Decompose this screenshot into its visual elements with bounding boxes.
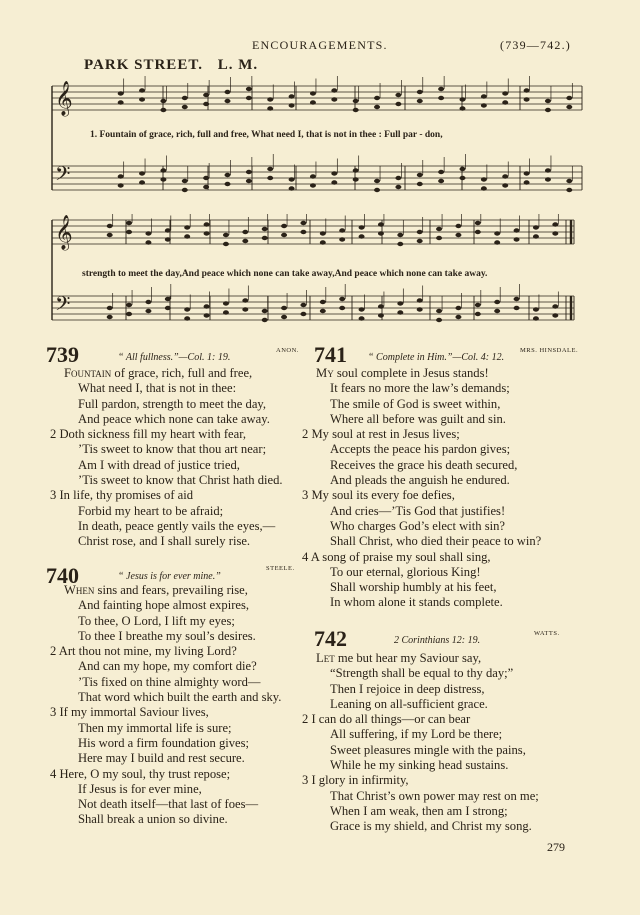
verse-line: Am I with dread of justice tried, [78,457,240,472]
verse-line: Shall worship humbly at his feet, [330,580,497,595]
notehead [182,105,188,109]
notehead [203,93,209,97]
notehead [118,174,124,178]
notehead [300,230,306,234]
notehead [246,170,252,174]
notehead [566,96,572,100]
notehead [552,231,558,235]
notehead [145,240,151,244]
notehead [184,225,190,229]
notehead [242,230,248,234]
notehead [225,173,231,177]
notehead [545,99,551,103]
notehead [242,298,248,302]
line-remainder: me but hear my Saviour say, [334,651,482,665]
notehead [566,179,572,183]
notehead [545,108,551,112]
verse-line [316,651,539,666]
notehead [203,185,209,189]
notehead [533,225,539,229]
section-title: ENCOURAGEMENTS. [252,38,388,52]
notehead [378,222,384,226]
notehead [475,312,481,316]
notehead [139,97,145,101]
hymn-reference: “ All fullness.”—Col. 1: 19. [118,352,231,363]
hymn-number: 742 [314,626,347,651]
notehead [225,182,231,186]
notehead [262,236,268,240]
notehead [481,177,487,181]
notehead [397,301,403,305]
notehead [203,176,209,180]
notehead [225,99,231,103]
verse-line: Then my immortal life is sure; [78,720,232,735]
notehead [331,180,337,184]
hymn-739 [46,342,79,368]
notehead [524,180,530,184]
verse-line: 2 My soul at rest in Jesus lives; [302,427,460,442]
notehead [533,234,539,238]
notehead [455,233,461,237]
notehead [281,315,287,319]
verse-line: Forbid my heart to be afraid; [78,503,224,518]
notehead [436,309,442,313]
notehead [397,233,403,237]
line-remainder: sins and fears, prevailing rise, [94,583,248,597]
first-word: My [316,366,334,380]
verse-line: Here may I build and rest secure. [78,751,245,766]
verse-line: Not death itself—that last of foes— [78,797,259,812]
hymn-text-740 [50,583,282,828]
notehead [417,230,423,234]
notehead [107,315,113,319]
notehead [331,88,337,92]
notehead [438,87,444,91]
line-remainder: of grace, rich, full and free, [111,366,253,380]
notehead [281,224,287,228]
hymn-author: WATTS. [534,630,560,637]
notehead [320,300,326,304]
notehead [494,300,500,304]
hymn-number: 739 [46,342,79,367]
notehead [242,307,248,311]
notehead [475,221,481,225]
verse-line: In death, peace gently vails the eyes,— [78,518,276,533]
notehead [552,222,558,226]
verse-line: 3 I glory in infirmity, [302,773,409,788]
notehead [395,176,401,180]
notehead [165,306,171,310]
notehead [223,233,229,237]
notehead [359,316,365,320]
verse-line: Where all before was guilt and sin. [330,411,506,426]
notehead [533,307,539,311]
notehead [267,167,273,171]
notehead [533,316,539,320]
notehead [359,225,365,229]
verse-line: ’Tis sweet to know that thou art near; [78,442,267,457]
notehead [455,306,461,310]
notehead [566,188,572,192]
notehead [417,307,423,311]
notehead [267,97,273,101]
verse-line: The smile of God is sweet within, [330,396,501,411]
notehead [417,173,423,177]
notehead [165,237,171,241]
notehead [126,303,132,307]
notehead [417,182,423,186]
notehead [514,237,520,241]
notehead [246,96,252,100]
notehead [395,93,401,97]
notehead [126,312,132,316]
notehead [246,87,252,91]
verse-line: Leaning on all-sufficient grace. [330,696,488,711]
treble-clef: 𝄞 [55,81,73,116]
hymn-range: (739—742.) [500,38,571,52]
notehead [300,303,306,307]
notehead [552,304,558,308]
notehead [118,183,124,187]
hymn-author: MRS. HINSDALE. [520,347,579,354]
notehead [514,228,520,232]
lyric-line-2: strength to meet the day,And peace which none can take away,And peace which none can take away. [82,269,488,279]
verse-line: Grace is my shield, and Christ my song. [330,819,532,834]
notehead [289,177,295,181]
tune-meter: L. M. [217,57,259,73]
notehead [300,312,306,316]
verse-line: Full pardon, strength to meet the day, [78,396,267,411]
notehead [455,315,461,319]
notehead [514,306,520,310]
verse-line: 4 Here, O my soul, thy trust repose; [50,766,231,781]
notehead [339,306,345,310]
first-word: When [64,583,95,597]
verse-line: And pleads the anguish he endured. [330,473,510,488]
notehead [353,177,359,181]
hymn-author: STEELE. [266,565,295,572]
notehead [184,234,190,238]
notehead [494,231,500,235]
notehead [395,102,401,106]
tune-title [84,57,258,74]
notehead [242,239,248,243]
notehead [182,179,188,183]
notehead [494,309,500,313]
notehead [160,108,166,112]
verse-line: And fainting hope almost expires, [78,598,250,613]
verse-line: To thee, O Lord, I lift my eyes; [78,613,235,628]
notehead [320,309,326,313]
hymn-reference: 2 Corinthians 12: 19. [394,635,481,646]
notehead [310,91,316,95]
notehead [118,100,124,104]
notehead [262,227,268,231]
verse-line: Receives the grace his death secured, [330,457,518,472]
notehead [353,99,359,103]
notehead [438,170,444,174]
notehead [204,313,210,317]
notehead [281,306,287,310]
notehead [417,99,423,103]
notehead [455,224,461,228]
notehead [545,168,551,172]
notehead [267,176,273,180]
verse-line: 4 A song of praise my soul shall sing, [302,549,491,564]
hymn-reference: “ Jesus is for ever mine.” [118,571,221,582]
notehead [374,105,380,109]
notehead [145,309,151,313]
notehead [184,316,190,320]
verse-line: Who charges God’s elect with sin? [330,518,505,533]
notehead [552,313,558,317]
notehead [223,242,229,246]
notehead [502,100,508,104]
notehead [300,221,306,225]
bass-clef: 𝄢 [55,162,71,190]
notehead [267,106,273,110]
notehead [223,301,229,305]
notehead [378,304,384,308]
notehead [182,96,188,100]
notehead [374,179,380,183]
notehead [145,300,151,304]
notehead [436,227,442,231]
verse-line: In whom alone it stands complete. [330,595,503,610]
hymn-number: 741 [314,342,347,367]
notehead [204,304,210,308]
notehead [397,242,403,246]
notehead [374,188,380,192]
notehead [438,96,444,100]
notehead [460,106,466,110]
verse-line: And peace which none can take away. [78,411,270,426]
notehead [494,240,500,244]
notehead [223,310,229,314]
notehead [460,97,466,101]
verse-line: While he my sinking head sustains. [330,758,509,773]
notehead [289,186,295,190]
notehead [436,318,442,322]
notehead [524,97,530,101]
notehead [502,174,508,178]
hymn-text-739 [50,366,283,550]
notehead [145,231,151,235]
notehead [353,108,359,112]
notehead [359,234,365,238]
notehead [165,228,171,232]
notehead [475,303,481,307]
verse-line: 2 Art thou not mine, my living Lord? [50,644,237,659]
verse-line: ’Tis sweet to know that Christ hath died. [78,473,283,488]
notehead [107,224,113,228]
notehead [160,168,166,172]
notehead [417,90,423,94]
verse-line: 2 I can do all things—or can bear [302,712,471,727]
verse-line: To thee I breathe my soul’s desires. [78,628,256,643]
verse-line: To our eternal, glorious King! [330,564,481,579]
verse-line: That word which built the earth and sky. [78,690,282,705]
notehead [436,236,442,240]
notehead [310,183,316,187]
notehead [204,222,210,226]
verse-line: 2 Doth sickness fill my heart with fear, [50,427,247,442]
verse-line: “Strength shall be equal to thy day;” [330,666,514,681]
notehead [524,88,530,92]
verse-line [64,366,283,381]
notehead [281,233,287,237]
notehead [475,230,481,234]
verse-line: When I am weak, then am I strong; [330,803,508,818]
notehead [139,88,145,92]
hymn-741 [314,342,347,368]
notehead [481,186,487,190]
notehead [339,237,345,241]
notehead [524,171,530,175]
notehead [289,94,295,98]
notehead [545,177,551,181]
notehead [160,177,166,181]
verse-line: 3 In life, thy promises of aid [50,488,194,503]
notehead [374,96,380,100]
verse-line: And can my hope, my comfort die? [78,659,257,674]
verse-line: ’Tis fixed on thine almighty word— [78,674,261,689]
notehead [359,307,365,311]
notehead [139,171,145,175]
notehead [514,297,520,301]
notehead [262,309,268,313]
notehead [378,313,384,317]
notehead [339,297,345,301]
hymn-number: 740 [46,563,79,588]
notehead [331,97,337,101]
lyric-line-1: 1. Fountain of grace, rich, full and free, What need I, that is not in thee : Full par - don, [90,130,443,140]
verse-line: And cries—’Tis God that justifies! [330,503,506,518]
notehead [107,233,113,237]
notehead [289,103,295,107]
notehead [204,231,210,235]
hymn-reference: “ Complete in Him.”—Col. 4: 12. [368,352,505,363]
notehead [397,310,403,314]
notehead [353,168,359,172]
notehead [165,297,171,301]
notehead [417,298,423,302]
notehead [118,91,124,95]
notehead [460,167,466,171]
hymn-text-741 [302,366,542,611]
tune-name: PARK STREET. [84,57,203,73]
notehead [310,100,316,104]
notehead [566,105,572,109]
verse-line [64,583,281,598]
verse-line: Shall Christ, who died their peace to win? [330,534,542,549]
notehead [481,94,487,98]
verse-line: 3 If my immortal Saviour lives, [50,705,209,720]
notehead [395,185,401,189]
notehead [502,91,508,95]
notehead [481,103,487,107]
verse-line: Accepts the peace his pardon gives; [330,442,511,457]
notehead [225,90,231,94]
verse-line: His word a firm foundation gives; [78,735,250,750]
verse-line: It fears no more the law’s demands; [330,381,510,396]
hymn-author: ANON. [276,347,299,354]
verse-line: All suffering, if my Lord be there; [330,727,503,742]
notehead [160,99,166,103]
notehead [320,231,326,235]
verse-line [316,366,541,381]
notehead [502,183,508,187]
notehead [246,179,252,183]
verse-line: If Jesus is for ever mine, [78,781,202,796]
hymn-742 [314,626,347,652]
verse-line: Sweet pleasures mingle with the pains, [330,742,526,757]
verse-line: What need I, that is not in thee: [78,381,237,396]
first-word: Fountain [64,366,112,380]
hymn-text-742 [302,651,539,835]
notehead [331,171,337,175]
notehead [310,174,316,178]
notehead [203,102,209,106]
bass-clef: 𝄢 [55,292,71,320]
page-number: 279 [547,840,565,854]
notehead [378,231,384,235]
notehead [320,240,326,244]
notehead [417,239,423,243]
notehead [184,307,190,311]
verse-line: 3 My soul its every foe defies, [302,488,455,503]
notehead [126,230,132,234]
notehead [107,306,113,310]
notehead [139,180,145,184]
verse-line: That Christ’s own power may rest on me; [330,788,539,803]
notehead [262,318,268,322]
treble-clef: 𝄞 [55,215,73,250]
verse-line: Shall break a union so divine. [78,812,228,827]
notehead [438,179,444,183]
notehead [339,228,345,232]
verse-line: Then I rejoice in deep distress, [330,681,485,696]
first-word: Let [316,651,335,665]
notehead [126,221,132,225]
notehead [460,176,466,180]
notehead [182,188,188,192]
line-remainder: soul complete in Jesus stands! [333,366,489,380]
verse-line: Christ rose, and I shall surely rise. [78,534,251,549]
